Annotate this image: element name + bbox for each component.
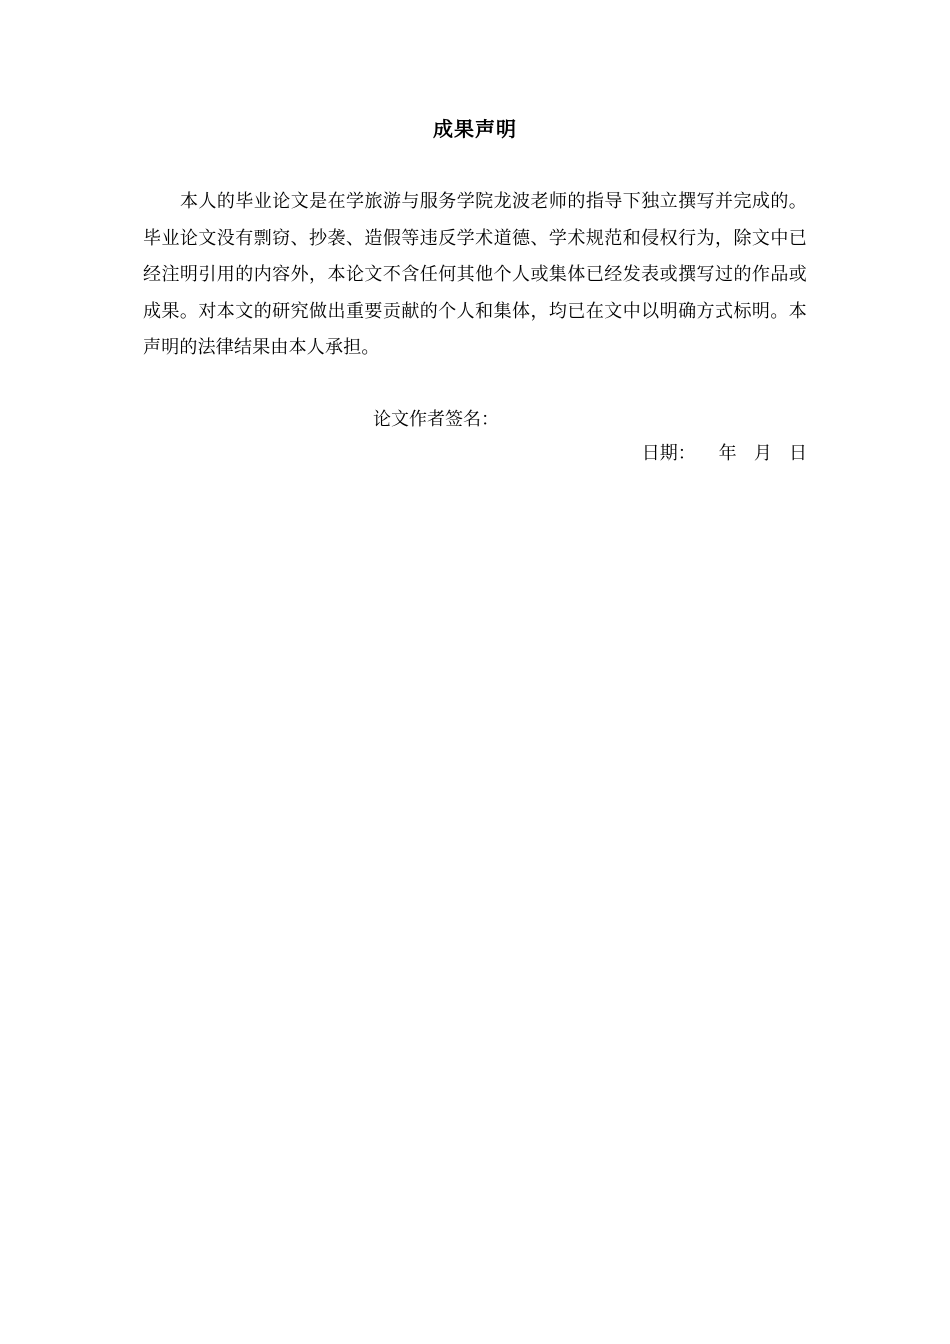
page-title: 成果声明 xyxy=(433,117,517,141)
date-label: 日期： 年 月 日 xyxy=(641,443,807,464)
declaration-paragraph: 本人的毕业论文是在学旅游与服务学院龙波老师的指导下独立撰写并完成的。毕业论文没有剽窃、抄袭、造假等违反学术道德、学术规范和侵权行为，除文中已经注明引用的内容外，本论文不含任何其他个人或集体已经发表或撰写过的作品或成果。对本文的研究做出重要贡献的个人和集体，均已在文中以明确方式标明。本声明的法律结果由本人承担。 xyxy=(143,191,807,358)
author-signature-label: 论文作者签名： xyxy=(373,409,499,430)
